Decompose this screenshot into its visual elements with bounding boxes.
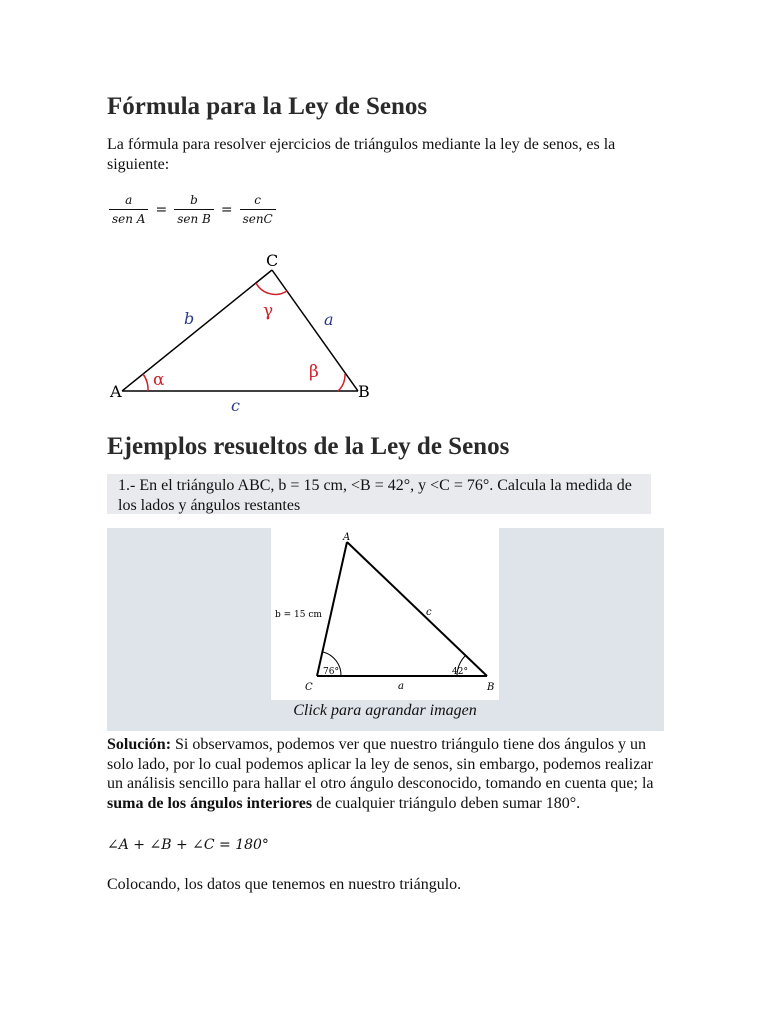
side-label-a: a: [398, 681, 404, 692]
angle-sum-equation: ∠A + ∠B + ∠C = 180°: [107, 837, 269, 853]
angle-label-beta: β: [309, 362, 319, 382]
side-label-b: b: [184, 309, 195, 328]
equals-sign: =: [155, 201, 168, 218]
solution-emphasis: suma de los ángulos interiores: [107, 794, 313, 812]
example-figure-panel: [107, 528, 664, 731]
vertex-label-a: A: [110, 382, 122, 401]
vertex-label-c: C: [266, 251, 279, 270]
vertex-label-b: B: [487, 682, 495, 693]
fraction-b: [172, 193, 216, 226]
vertex-label-a: A: [343, 532, 351, 543]
figure-caption-link[interactable]: Click para agrandar imagen: [293, 702, 477, 719]
angle-label-c: 76°: [323, 667, 339, 677]
section-heading-examples: Ejemplos resueltos de la Ley de Senos: [107, 433, 510, 460]
side-label-b: b = 15 cm: [275, 610, 322, 620]
solution-label: Solución:: [107, 736, 172, 753]
angle-label-alpha: α: [153, 370, 165, 390]
angle-label-gamma: γ: [263, 301, 274, 321]
side-label-c: c: [231, 396, 240, 415]
angle-arc-beta: [338, 374, 345, 391]
equals-sign: =: [220, 201, 233, 218]
side-label-c: c: [426, 607, 432, 618]
denominator: senC: [240, 209, 276, 226]
solution-paragraph: [107, 735, 667, 813]
section-heading-formula: Fórmula para la Ley de Senos: [107, 93, 428, 120]
law-of-sines-formula: [107, 193, 278, 226]
vertex-label-c: C: [305, 682, 313, 693]
angle-label-b: 42°: [452, 667, 468, 677]
denominator: sen A: [109, 209, 148, 226]
angle-arc-alpha: [143, 374, 148, 391]
vertex-label-b: B: [358, 382, 370, 401]
intro-paragraph: La fórmula para resolver ejercicios de triángulos mediante la ley de senos, es la siguiente:: [107, 136, 616, 173]
fraction-a: [107, 193, 150, 226]
fraction-c: [238, 193, 278, 226]
side-label-a: a: [324, 310, 334, 329]
example-statement: 1.- En el triángulo ABC, b = 15 cm, <B = 42°, y <C = 76°. Calcula la medida de los lados y ángulos restantes: [118, 477, 632, 514]
numerator: c: [254, 193, 262, 207]
solution-text-2: de cualquier triángulo deben sumar 180°.: [312, 794, 581, 812]
example-triangle-diagram: [271, 528, 499, 700]
triangle-diagram: [100, 248, 390, 418]
example-triangle-image[interactable]: [271, 528, 499, 700]
triangle-outline: [317, 542, 487, 676]
denominator: sen B: [174, 209, 214, 226]
example-statement-box: [107, 474, 651, 514]
closing-paragraph: Colocando, los datos que tenemos en nuestro triángulo.: [107, 876, 462, 893]
numerator: b: [190, 193, 198, 207]
solution-text-1: Si observamos, podemos ver que nuestro triángulo tiene dos ángulos y un solo lado, por lo cual podemos aplicar la ley de senos, sin embargo, podemos realizar un análisis sencillo para hallar el otro ángulo desconocido, tomando en cuenta que; la: [107, 736, 654, 793]
numerator: a: [125, 193, 133, 207]
